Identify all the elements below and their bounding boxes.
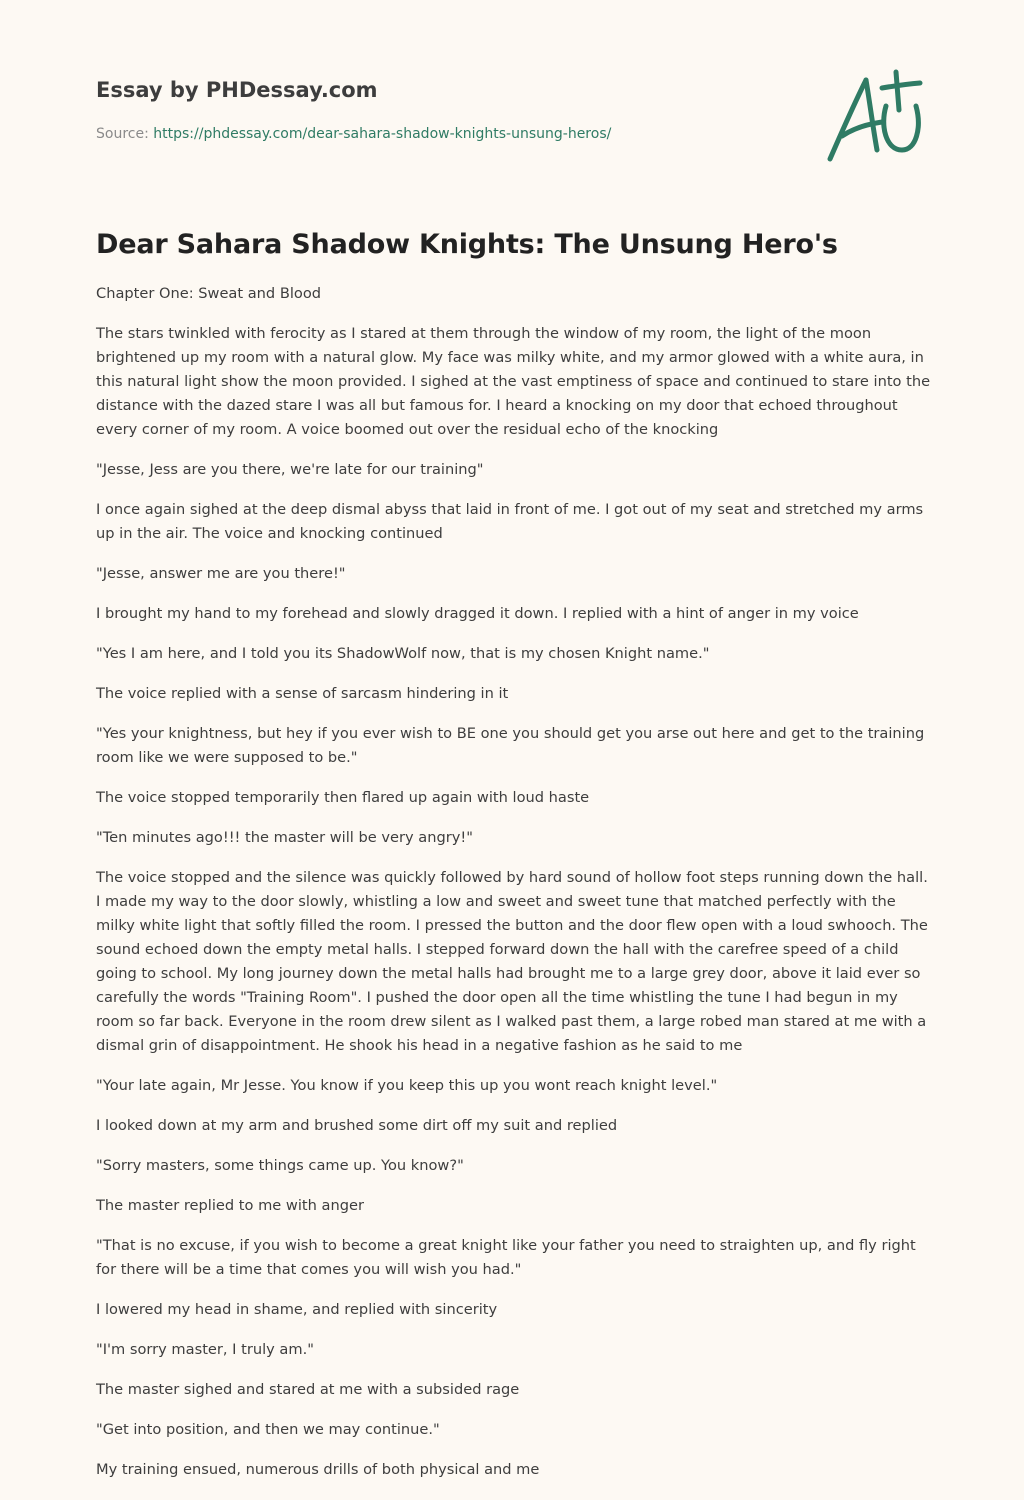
source-line <box>96 124 796 144</box>
paragraph: I brought my hand to my forehead and slowly dragged it down. I replied with a hint of anger in my voice <box>96 605 859 622</box>
paragraph: The master replied to me with anger <box>96 1197 364 1214</box>
paragraph: "Get into position, and then we may continue." <box>96 1421 440 1438</box>
paragraph: My training ensued, numerous drills of both physical and me <box>96 1461 540 1478</box>
essay-title: Dear Sahara Shadow Knights: The Unsung Hero's <box>96 229 838 260</box>
paragraph: I once again sighed at the deep dismal abyss that laid in front of me. I got out of my seat and stretched my arms up in the air. The voice and knocking continued <box>96 501 924 542</box>
paragraph: "Sorry masters, some things came up. You know?" <box>96 1157 464 1174</box>
source-link[interactable]: https://phdessay.com/dear-sahara-shadow-knights-unsung-heros/ <box>153 126 612 142</box>
paragraph: I looked down at my arm and brushed some dirt off my suit and replied <box>96 1117 618 1134</box>
paragraph: I lowered my head in shame, and replied with sincerity <box>96 1301 498 1318</box>
paragraph: The voice stopped and the silence was quickly followed by hard sound of hollow foot steps running down the hall. I made my way to the door slowly, whistling a low and sweet and sweet tune that matched perfectly with the milky white light that softly filled the room. I pressed the button and the door flew open with a loud swhooch. The sound echoed down the empty metal halls. I stepped forward down the hall with the carefree speed of a child going to school. My long journey down the metal halls had brought me to a large grey door, above it laid ever so carefully the words "Training Room". I pushed the door open all the time whistling the tune I had begun in my room so far back. Everyone in the room drew silent as I walked past them, a large robed man stared at me with a dismal grin of disappointment. He shook his head in a negative fashion as he said to me <box>96 869 928 1054</box>
paragraph: The master sighed and stared at me with a subsided rage <box>96 1381 520 1398</box>
paragraph: "Yes your knightness, but hey if you ever wish to BE one you should get you arse out here and get to the training room like we were supposed to be." <box>96 725 925 766</box>
site-title: Essay by PHDessay.com <box>96 78 378 102</box>
header <box>96 76 796 144</box>
paragraph: The voice stopped temporarily then flared up again with loud haste <box>96 789 590 806</box>
paragraph: "That is no excuse, if you wish to become a great knight like your father you need to straighten up, and fly right for there will be a time that comes you will wish you had." <box>96 1237 916 1278</box>
source-label: Source: <box>96 126 154 142</box>
paragraph: The voice replied with a sense of sarcasm hindering in it <box>96 685 509 702</box>
essay-content <box>96 226 932 1498</box>
a-plus-logo-graphic <box>820 66 930 166</box>
paragraph: "Jesse, Jess are you there, we're late for our training" <box>96 461 484 478</box>
paragraph: "Ten minutes ago!!! the master will be very angry!" <box>96 829 473 846</box>
paragraph: Chapter One: Sweat and Blood <box>96 285 322 302</box>
paragraph: "Yes I am here, and I told you its ShadowWolf now, that is my chosen Knight name." <box>96 645 710 662</box>
paragraph: "I'm sorry master, I truly am." <box>96 1341 314 1358</box>
paragraph: The stars twinkled with ferocity as I stared at them through the window of my room, the light of the moon brightened up my room with a natural glow. My face was milky white, and my armor glowed with a white aura, in this natural light show the moon provided. I sighed at the vast emptiness of space and continued to stare into the distance with the dazed stare I was all but famous for. I heard a knocking on my door that echoed throughout every corner of my room. A voice boomed out over the residual echo of the knocking <box>96 325 931 438</box>
paragraph: "Jesse, answer me are you there!" <box>96 565 346 582</box>
a-plus-logo-icon <box>820 66 930 166</box>
paragraph: "Your late again, Mr Jesse. You know if you keep this up you wont reach knight level." <box>96 1077 718 1094</box>
